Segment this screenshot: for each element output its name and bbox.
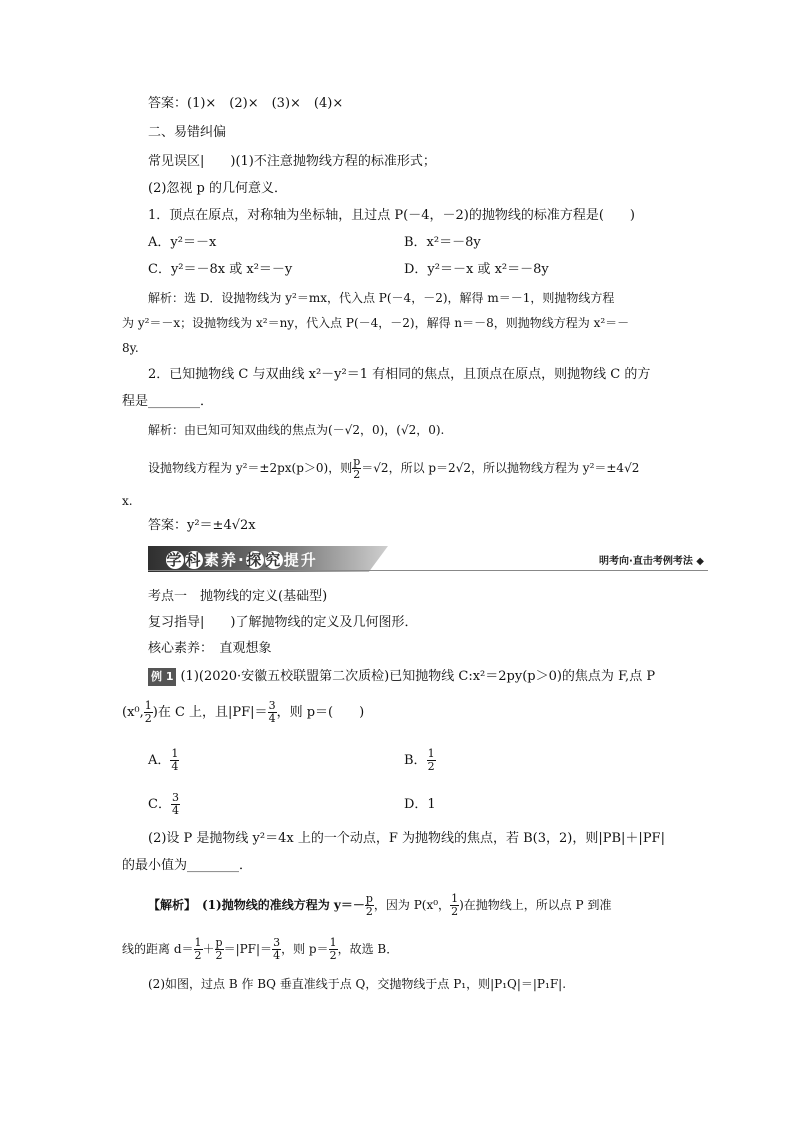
banner-subtitle: 明考向·直击考例考法 ◆ xyxy=(599,556,704,567)
section-heading: 二、易错纠偏 xyxy=(148,125,227,140)
question-1: 1．顶点在原点，对称轴为坐标轴，且过点 P(－4，－2)的抛物线的标准方程是( ) xyxy=(148,208,635,223)
solution-line: 【解析】 (1)抛物线的准线方程为 y＝－ $\frac{p}{2}$ ，因为 P(x⁰， $\frac{1}{2}$ )在抛物线上，所以点 P 到准 xyxy=(148,892,612,918)
solution-line: 为 y²＝－x；设抛物线为 x²＝ny，代入点 P(－4，－2)，解得 n＝－8，则抛物线方程为 x²＝－ xyxy=(122,316,630,330)
section-banner xyxy=(148,546,708,572)
solution-line: 解析：选 D．设抛物线为 y²＝mx，代入点 P(－4，－2)，解得 m＝－1，则抛物线方程 xyxy=(148,291,615,305)
solution-line: 8y. xyxy=(122,341,139,355)
option-b: B．x²＝－8y xyxy=(404,235,481,250)
solution-line: 解析：由已知可知双曲线的焦点为(－√2，0)，(√2，0). xyxy=(148,423,445,437)
option-c: C．y²＝－8x 或 x²＝－y xyxy=(148,262,293,277)
option-c: C． $\frac{3}{4}$ xyxy=(148,791,179,817)
option-b: B． $\frac{1}{2}$ xyxy=(404,747,435,773)
question-2: 2．已知抛物线 C 与双曲线 x²－y²＝1 有相同的焦点，且顶点在原点，则抛物线 C 的方 xyxy=(148,367,651,382)
answer-line: 答案：(1)× (2)× (3)× (4)× xyxy=(148,96,344,111)
option-a: A． $\frac{1}{4}$ xyxy=(148,747,179,773)
banner-title: 学 科 素养·探 究 提升 xyxy=(166,551,318,569)
solution-line: 线的距离 d＝ $\frac{1}{2}$ ＋ $\frac{p}{2}$ ＝|PF|＝ $\frac{3}{4}$ ，则 p＝ $\frac{1}{2}$ ，故选 B． xyxy=(122,936,399,962)
example-1-cont: (x⁰, $\frac{1}{2}$ )在 C 上，且|PF|＝ $\frac{3}{4}$ ，则 p＝( ) xyxy=(122,699,365,725)
question-2-cont: 程是________． xyxy=(122,394,214,409)
example-badge: 例 1 xyxy=(148,668,176,686)
answer-line: 答案：y²＝±4√2x xyxy=(148,518,256,533)
question-text: (2)设 P 是抛物线 y²＝4x 上的一个动点，F 为抛物线的焦点，若 B(3，2)，则|PB|＋|PF| xyxy=(148,831,665,846)
topic-heading: 考点一 抛物线的定义(基础型) xyxy=(148,589,328,604)
solution-line: (2)如图，过点 B 作 BQ 垂直准线于点 Q，交抛物线于点 P₁，则|P₁Q|＝|P₁F|. xyxy=(148,977,567,991)
text-line: 常见误区| )(1)不注意抛物线方程的标准形式； xyxy=(148,154,436,169)
fraction: $\frac{p}{2}$ xyxy=(353,455,361,481)
text-line: 复习指导| )了解抛物线的定义及几何图形． xyxy=(148,615,418,630)
option-d: D．1 xyxy=(404,797,436,812)
option-a: A．y²＝－x xyxy=(148,235,217,250)
solution-line: 设抛物线方程为 y²＝±2px(p＞0)，则 $\frac{p}{2}$ ＝√2，所以 p＝2√2，所以抛物线方程为 y²＝±4√2 xyxy=(148,455,640,481)
solution-line: x. xyxy=(122,494,133,508)
option-d: D．y²＝－x 或 x²＝－8y xyxy=(404,262,549,277)
question-text: 的最小值为________． xyxy=(122,858,253,873)
text-line: (2)忽视 p 的几何意义． xyxy=(148,181,288,196)
text-line: 核心素养： 直观想象 xyxy=(148,641,272,656)
example-1: 例 1 (1)(2020·安徽五校联盟第二次质检)已知抛物线 C:x²＝2py(p＞0)的焦点为 F,点 P xyxy=(148,668,655,686)
